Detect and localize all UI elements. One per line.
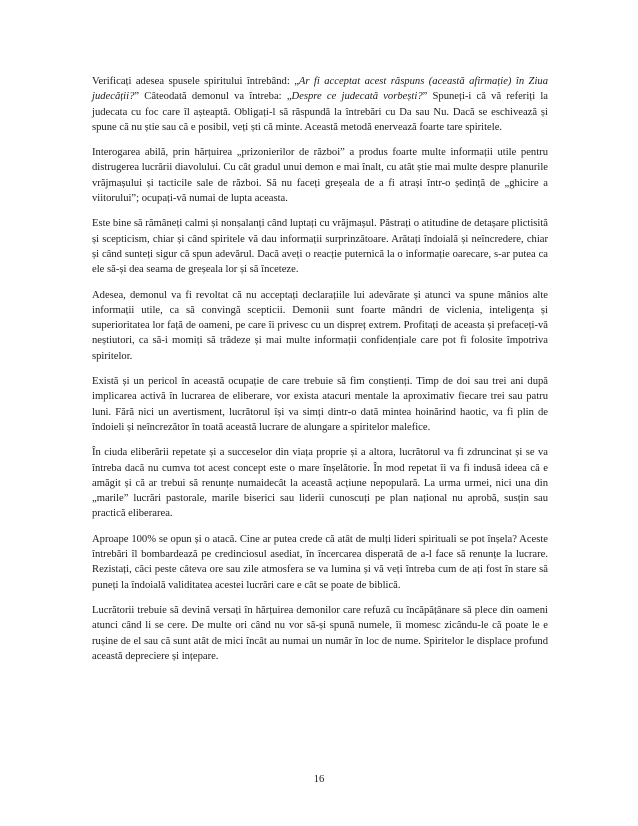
paragraph-2: Interogarea abilă, prin hărțuirea „prizonierilor de război” a produs foarte multe informații utile pentru distrugerea lucrării diavolului. Cu cât gradul unui demon e mai înalt, cu atât știe mai multe despre planurile vrăjmașului și tacticile sale de război. Să nu faceți greșeala de a fi atrași într-o ședință de „ghicire a viitorului”; ocupați-vă numai de lupta aceasta. [92, 147, 548, 205]
paragraph-8: Lucrătorii trebuie să devină versați în hărțuirea demonilor care refuză cu încăpățânare să plece din oameni atunci când li se cere. De multe ori când nu vor să-și spună numele, îi momesc zicându-le că poate le e rușine de el sau că sunt atât de mici încât au numai un număr în loc de nume. Spiritelor le displace profund această depreciere și ințepare. [92, 604, 548, 662]
paragraph-1-text-b: ” Câteodată demonul va întreba: „ [134, 91, 292, 103]
paragraph-5: Există și un pericol în această ocupație de care trebuie să fim conștienți. Timp de doi sau trei ani după implicarea activă în lucrarea de eliberare, vor exista atacuri mentale la aproximativ fiecare trei sau patru luni. Fără nici un avertisment, lucrătorul își va simți dintr-o dată mintea hoinărind haotic, va fi plin de îndoieli și neîncrezător în toată această lucrare de alungare a spiritelor malefice. [92, 376, 548, 433]
page-number: 16 [313, 774, 325, 785]
paragraph-1 [92, 74, 548, 135]
paragraph-4: Adesea, demonul va fi revoltat că nu acceptați declarațiile lui adevărate și atunci va spune mânios alte informații utile, ca să convingă scepticii. Demonii sunt foarte mândri de viclenia, inteligența și superioritatea lor față de oameni, pe care îi privesc cu un dispreț extrem. Profitați de aceasta și prefaceți-vă neștiutori, ca să-i momiți să trădeze și mai multe informații confidențiale care pot fi folosite împotriva spiritelor. [92, 289, 548, 362]
paragraph-3: Este bine să rămâneți calmi și nonșalanți când luptați cu vrăjmașul. Păstrați o atitudine de detașare plictisită și scepticism, chiar și când spiritele vă dau informații surprinzătoare. Arătați îndoială și neîncredere, chiar și când sunteți sigur că spun adevărul. Dacă aveți o reacție puternică la o informație oarecare, s-ar putea ca ele să-și dea seama de greșeala lor și să înceteze. [92, 218, 548, 276]
paragraph-1-quote-1: Ar fi acceptat acest răspuns (această afirmație) în Ziua judecății? [92, 76, 548, 103]
paragraph-1-text-c: ” Spuneți-i că vă referiți la judecata cu foc care îl așteaptă. Obligați-l să răspundă la întrebări cu Da sau Nu. Dacă se eschivează și spune că nu știe sau că e posibil, veți ști că minte. Această metodă enervează foarte tare spiritele. [92, 91, 548, 133]
page-body [92, 74, 548, 673]
paragraph-6: În ciuda eliberării repetate și a succeselor din viața proprie și a altora, lucrătorul va fi zdruncinat și se va întreba dacă nu cumva tot acest concept este o mare înșelătorie. În mod repetat îi va fi indusă ideea că e amăgit și că ar trebui să renunțe numaidecât la această acțiune nepopulară. La urma urmei, nici una din „marile” lucrări pastorale, marile biserici sau liderii cunoscuți pe plan național nu aprobă, susțin sau practică eliberarea. [92, 447, 548, 520]
paragraph-1-text-a: Verificați adesea spusele spiritului întrebând: „ [92, 76, 299, 87]
paragraph-7: Aproape 100% se opun și o atacă. Cine ar putea crede că atât de mulți lideri spirituali se pot înșela? Aceste întrebări îl bombardează pe credinciosul asediat, în încercarea disperată de a-l face să renunțe la lucrare. Rezistați, căci peste câteva ore sau zile atmosfera se va lumina și vă veți întreba cum de ați fost în stare să puneți la îndoială validitatea acestei lucrări care e cât se poate de biblică. [92, 533, 548, 591]
paragraph-1-quote-2: Despre ce judecată vorbești? [291, 91, 423, 103]
